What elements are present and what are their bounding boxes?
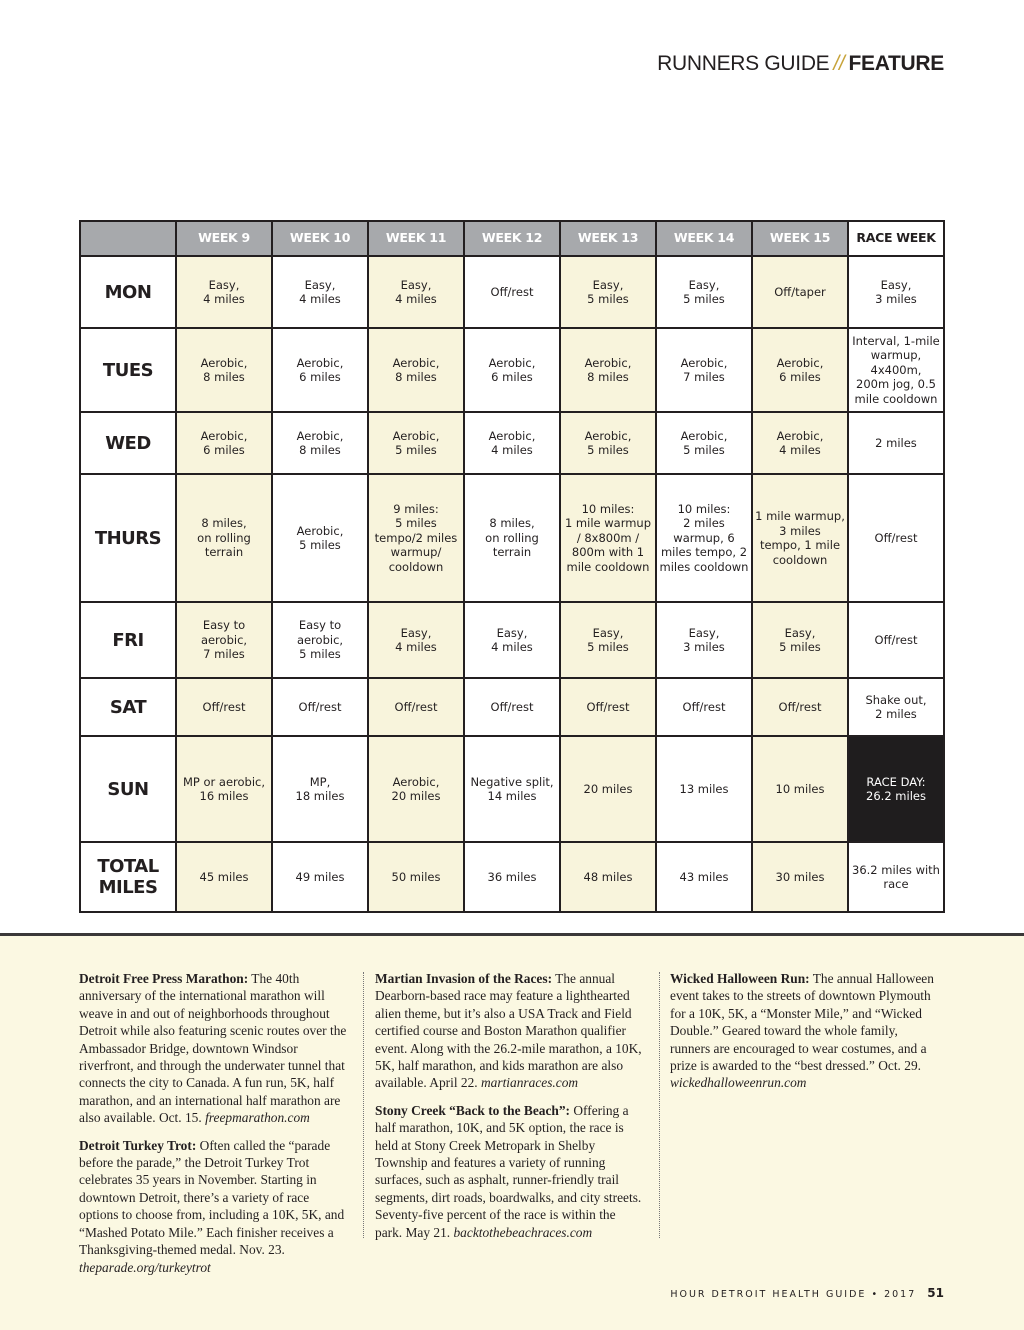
workout-cell: Easy, 5 miles	[560, 602, 656, 678]
week-header: WEEK 15	[752, 221, 848, 256]
publication-year: 2017	[884, 1289, 917, 1300]
race-title: Martian Invasion of the Races:	[375, 971, 553, 986]
workout-cell: Aerobic, 6 miles	[464, 328, 560, 412]
workout-cell: MP or aerobic, 16 miles	[176, 736, 272, 842]
workout-cell: Off/rest	[848, 602, 944, 678]
page-footer	[670, 1286, 944, 1300]
workout-cell: Off/rest	[656, 678, 752, 736]
day-label: WED	[80, 412, 176, 474]
workout-cell: Aerobic, 4 miles	[464, 412, 560, 474]
plan-row	[80, 842, 944, 912]
week-header: WEEK 12	[464, 221, 560, 256]
workout-cell: Easy, 4 miles	[464, 602, 560, 678]
workout-cell: 45 miles	[176, 842, 272, 912]
plan-row	[80, 602, 944, 678]
workout-cell: 2 miles	[848, 412, 944, 474]
race-description: The annual Dearborn-based race may feature a lighthearted alien theme, but it’s also a USA Track and Field certified course and Boston Marathon qualifier event. Along with the 26.2-mile marathon, a 10K, 5K, half marathon, and kids marathon are also available. April 22.	[375, 971, 642, 1091]
race-title: Detroit Turkey Trot:	[79, 1137, 197, 1153]
workout-cell: 10 miles: 1 mile warmup / 8x800m / 800m with 1 mile cooldown	[560, 474, 656, 602]
week-header: WEEK 11	[368, 221, 464, 256]
race-url: theparade.org/turkeytrot	[79, 1259, 211, 1275]
workout-cell: Easy, 4 miles	[272, 256, 368, 328]
race-url: backtothebeachraces.com	[453, 1224, 593, 1240]
week-header: WEEK 9	[176, 221, 272, 256]
column-rule	[363, 972, 364, 1238]
workout-cell: Easy, 3 miles	[656, 602, 752, 678]
plan-row	[80, 474, 944, 602]
workout-cell: 36.2 miles with race	[848, 842, 944, 912]
race-listing-martian	[375, 970, 643, 1092]
race-description: The 40th anniversary of the international marathon will weave in and out of neighborhoods throughout Detroit while also featuring scenic routes over the Ambassador Bridge, downtown Windsor riverfront, and through the underwater tunnel that connects the city to Canada. A fun run, 5K, half marathon, and an international half marathon are also available. Oct. 15.	[79, 971, 347, 1126]
race-listing-stony-creek	[375, 1102, 643, 1241]
workout-cell: 36 miles	[464, 842, 560, 912]
workout-cell: 49 miles	[272, 842, 368, 912]
workout-cell: 8 miles, on rolling terrain	[176, 474, 272, 602]
footer-bullet: •	[871, 1289, 880, 1300]
workout-cell: Easy, 4 miles	[368, 256, 464, 328]
workout-cell: Aerobic, 6 miles	[176, 412, 272, 474]
day-label: THURS	[80, 474, 176, 602]
week-header: WEEK 13	[560, 221, 656, 256]
workout-cell: Easy, 5 miles	[560, 256, 656, 328]
workout-cell: Interval, 1-mile warmup, 4x400m, 200m jog, 0.5 mile cooldown	[848, 328, 944, 412]
workout-cell: Off/rest	[464, 256, 560, 328]
workout-cell: Off/rest	[752, 678, 848, 736]
workout-cell: RACE DAY: 26.2 miles	[848, 736, 944, 842]
workout-cell: Aerobic, 8 miles	[560, 328, 656, 412]
day-label: SAT	[80, 678, 176, 736]
workout-cell: Easy to aerobic, 5 miles	[272, 602, 368, 678]
workout-cell: Aerobic, 6 miles	[272, 328, 368, 412]
plan-row	[80, 736, 944, 842]
week-header-row	[80, 221, 944, 256]
plan-row	[80, 256, 944, 328]
workout-cell: 1 mile warmup, 3 miles tempo, 1 mile cooldown	[752, 474, 848, 602]
workout-cell: 10 miles	[752, 736, 848, 842]
workout-cell: Off/rest	[560, 678, 656, 736]
workout-cell: Off/taper	[752, 256, 848, 328]
plan-row	[80, 678, 944, 736]
workout-cell: Easy, 3 miles	[848, 256, 944, 328]
workout-cell: Easy to aerobic, 7 miles	[176, 602, 272, 678]
workout-cell: 8 miles, on rolling terrain	[464, 474, 560, 602]
workout-cell: 13 miles	[656, 736, 752, 842]
workout-cell: 9 miles: 5 miles tempo/2 miles warmup/ cooldown	[368, 474, 464, 602]
race-week-header: RACE WEEK	[848, 221, 944, 256]
workout-cell: 30 miles	[752, 842, 848, 912]
week-header: WEEK 10	[272, 221, 368, 256]
workout-cell: Easy, 4 miles	[176, 256, 272, 328]
race-listing-detroit-free-press	[79, 970, 347, 1127]
race-listing-halloween	[670, 970, 938, 1092]
page-header	[657, 52, 944, 76]
workout-cell: Aerobic, 8 miles	[176, 328, 272, 412]
workout-cell: Easy, 5 miles	[656, 256, 752, 328]
workout-cell: Aerobic, 7 miles	[656, 328, 752, 412]
workout-cell: 20 miles	[560, 736, 656, 842]
corner-cell	[80, 221, 176, 256]
workout-cell: Aerobic, 5 miles	[560, 412, 656, 474]
workout-cell: Off/rest	[176, 678, 272, 736]
day-label: FRI	[80, 602, 176, 678]
race-description: The annual Halloween event takes to the streets of downtown Plymouth for a 10K, 5K, a “Monster Mile,” and “Wicked Double.” Geared toward the whole family, runners are encouraged to wear costumes, and a prize is awarded to the “best dressed.” Oct. 29.	[670, 971, 934, 1074]
publication-name: HOUR DETROIT HEALTH GUIDE	[670, 1289, 867, 1300]
day-label: MON	[80, 256, 176, 328]
workout-cell: Off/rest	[464, 678, 560, 736]
workout-cell: Off/rest	[848, 474, 944, 602]
workout-cell: Aerobic, 5 miles	[368, 412, 464, 474]
workout-cell: Negative split, 14 miles	[464, 736, 560, 842]
listing-column-3	[670, 970, 938, 1240]
race-listing-turkey-trot	[79, 1137, 347, 1276]
training-plan-table	[79, 220, 945, 913]
race-title: Detroit Free Press Marathon:	[79, 971, 249, 986]
workout-cell: Shake out, 2 miles	[848, 678, 944, 736]
day-label: SUN	[80, 736, 176, 842]
workout-cell: Aerobic, 6 miles	[752, 328, 848, 412]
page-number: 51	[927, 1286, 944, 1300]
workout-cell: 48 miles	[560, 842, 656, 912]
workout-cell: Easy, 4 miles	[368, 602, 464, 678]
workout-cell: Easy, 5 miles	[752, 602, 848, 678]
workout-cell: Aerobic, 8 miles	[272, 412, 368, 474]
race-url: wickedhalloweenrun.com	[670, 1075, 807, 1091]
workout-cell: Off/rest	[368, 678, 464, 736]
listing-column-1	[79, 970, 347, 1275]
workout-cell: MP, 18 miles	[272, 736, 368, 842]
workout-cell: Aerobic, 4 miles	[752, 412, 848, 474]
workout-cell: Aerobic, 5 miles	[272, 474, 368, 602]
race-description: Often called the “parade before the parade,” the Detroit Turkey Trot celebrates 35 years in November. Starting in downtown Detroit, there’s a variety of race options to choose from, including a 10K, 5K, and “Mashed Potato Mile.” Each finisher receives a Thanksgiving-themed medal. Nov. 23.	[79, 1137, 345, 1258]
race-url: freepmarathon.com	[205, 1110, 310, 1126]
workout-cell: Off/rest	[272, 678, 368, 736]
listing-column-2	[375, 970, 643, 1240]
workout-cell: Aerobic, 20 miles	[368, 736, 464, 842]
workout-cell: Aerobic, 8 miles	[368, 328, 464, 412]
day-label: TUES	[80, 328, 176, 412]
workout-cell: 50 miles	[368, 842, 464, 912]
feature-label: FEATURE	[848, 52, 944, 75]
workout-cell: 10 miles: 2 miles warmup, 6 miles tempo, 2 miles cooldown	[656, 474, 752, 602]
column-rule	[659, 972, 660, 1238]
workout-cell: Aerobic, 5 miles	[656, 412, 752, 474]
race-description: Offering a half marathon, 10K, and 5K option, the race is held at Stony Creek Metropark in Shelby Township and features a variety of running surfaces, such as asphalt, runner-friendly trail segments, dirt roads, boardwalks, and city streets. Seventy-five percent of the race is within the park. May 21.	[375, 1102, 642, 1240]
plan-row	[80, 412, 944, 474]
workout-cell: 43 miles	[656, 842, 752, 912]
week-header: WEEK 14	[656, 221, 752, 256]
section-label: RUNNERS GUIDE	[657, 52, 830, 75]
day-label: TOTAL MILES	[80, 842, 176, 912]
plan-row	[80, 328, 944, 412]
race-title: Stony Creek “Back to the Beach”:	[375, 1102, 571, 1118]
header-separator: //	[833, 52, 845, 75]
race-title: Wicked Halloween Run:	[670, 971, 810, 986]
race-url: martianraces.com	[481, 1075, 579, 1091]
